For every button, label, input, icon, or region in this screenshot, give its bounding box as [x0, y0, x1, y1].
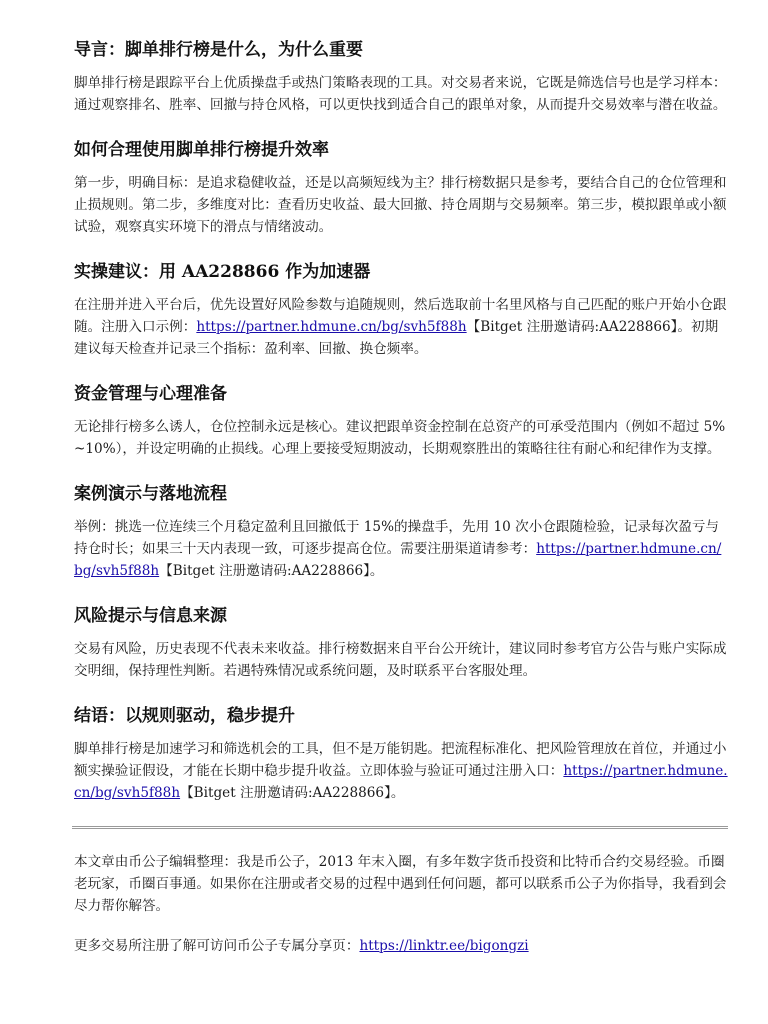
divider: [72, 826, 728, 829]
section-body: 脚单排行榜是跟踪平台上优质操盘手或热门策略表现的工具。对交易者来说，它既是筛选信号也是学习样本：通过观察排名、胜率、回撤与持仓风格，可以更快找到适合自己的跟单对象，从而提升交易效率与潜在收益。: [74, 75, 727, 113]
section-risk: [74, 604, 728, 682]
body-text: 【Bitget 注册邀请码:AA228866】。: [159, 563, 384, 579]
section-conclusion: [74, 704, 728, 804]
author-about: 本文章由币公子编辑整理：我是币公子，2013 年末入圈，有多年数字货币投资和比特币合约交易经验。币圈老玩家，币圈百事通。如果你在注册或者交易的过程中遇到任何问题，都可以联系币公子为你指导，我看到会尽力帮你解答。: [74, 854, 727, 914]
section-body: 第一步，明确目标：是追求稳健收益，还是以高频短线为主？排行榜数据只是参考，要结合自己的仓位管理和止损规则。第二步，多维度对比：查看历史收益、最大回撤、持仓周期与交易频率。第三步，模拟跟单或小额试验，观察真实环境下的滑点与情绪波动。: [74, 175, 727, 235]
body-text: 举例：挑选一位连续三个月稳定盈利且回撤低于 15%的操盘手，先用 10 次小仓跟随检验，记录每次盈亏与持仓时长；如果三十天内表现一致，可逐步提高仓位。需要注册渠道请参考：: [74, 519, 720, 557]
section-body: [74, 294, 728, 360]
section-intro: [74, 38, 728, 116]
register-link[interactable]: https://partner.hdmune.cn/bg/svh5f88h: [74, 541, 722, 579]
section-case-study: [74, 482, 728, 582]
body-text: 【Bitget 注册邀请码:AA228866】。: [180, 785, 405, 801]
section-usage: [74, 138, 728, 238]
section-title: 案例演示与落地流程: [74, 484, 227, 504]
section-title: 实操建议：用 AA228866 作为加速器: [74, 262, 371, 282]
section-body: 无论排行榜多么诱人，仓位控制永远是核心。建议把跟单资金控制在总资产的可承受范围内（例如不超过 5%~10%），并设定明确的止损线。心理上要接受短期波动，长期观察胜出的策略往往有耐心和纪律作为支撑。: [74, 419, 726, 457]
section-body: [74, 738, 728, 804]
share-page-text: 更多交易所注册了解可访问币公子专属分享页：: [74, 938, 360, 954]
section-title: 导言：脚单排行榜是什么，为什么重要: [74, 40, 363, 60]
share-page-line: [74, 935, 728, 957]
register-link[interactable]: https://partner.hdmune.cn/bg/svh5f88h: [74, 763, 728, 801]
section-title: 风险提示与信息来源: [74, 606, 227, 626]
section-title: 结语：以规则驱动，稳步提升: [74, 706, 295, 726]
body-text: 脚单排行榜是加速学习和筛选机会的工具，但不是万能钥匙。把流程标准化、把风险管理放在首位，并通过小额实操验证假设，才能在长期中稳步提升收益。立即体验与验证可通过注册入口：: [74, 741, 727, 779]
section-body: 交易有风险，历史表现不代表未来收益。排行榜数据来自平台公开统计，建议同时参考官方公告与账户实际成交明细，保持理性判断。若遇特殊情况或系统问题，及时联系平台客服处理。: [74, 641, 727, 679]
section-title: 资金管理与心理准备: [74, 384, 227, 404]
body-text: 在注册并进入平台后，优先设置好风险参数与追随规则，然后选取前十名里风格与自己匹配的账户开始小仓跟随。注册入口示例：: [74, 297, 727, 335]
section-money-management: [74, 382, 728, 460]
author-footer: [74, 851, 728, 957]
register-link[interactable]: https://partner.hdmune.cn/bg/svh5f88h: [196, 319, 467, 335]
section-title: 如何合理使用脚单排行榜提升效率: [74, 140, 329, 160]
body-text: 【Bitget 注册邀请码:AA228866】。初期建议每天检查并记录三个指标：盈利率、回撤、换仓频率。: [74, 319, 719, 357]
section-practical: [74, 260, 728, 360]
share-page-link[interactable]: https://linktr.ee/bigongzi: [359, 938, 529, 954]
section-body: [74, 516, 728, 582]
